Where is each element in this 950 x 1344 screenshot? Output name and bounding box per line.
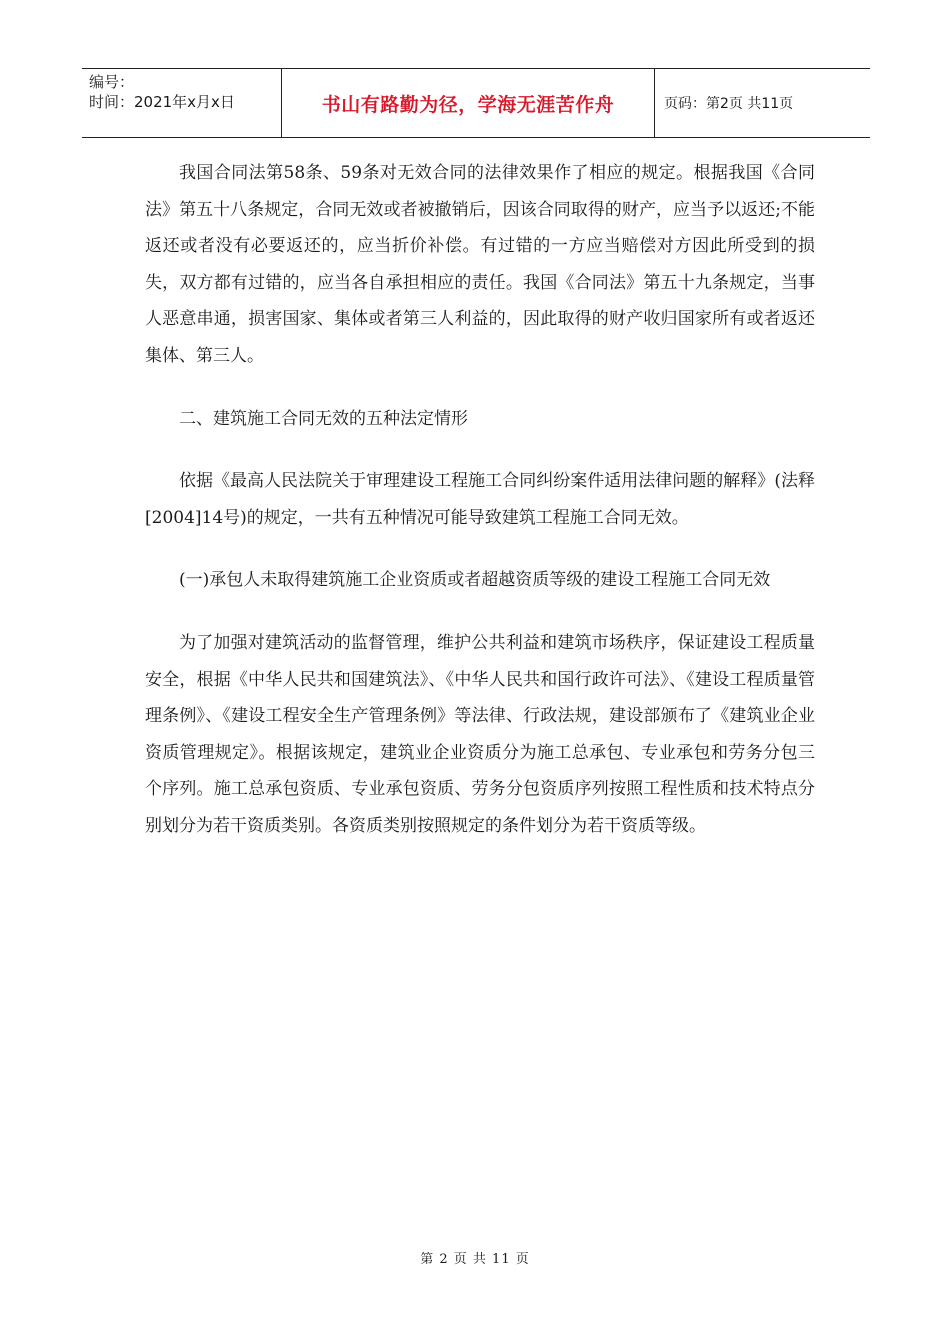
- header-meta: [82, 69, 282, 137]
- section-heading-five-cases: 二、建筑施工合同无效的五种法定情形: [179, 408, 468, 429]
- document-body: [145, 155, 815, 845]
- paragraph-judicial-interpretation: 依据《最高人民法院关于审理建设工程施工合同纠纷案件适用法律问题的解释》(法释[2004]14号)的规定，一共有五种情况可能导致建筑工程施工合同无效。: [145, 471, 815, 528]
- header-page-info: 页码：第2页 共11页: [664, 96, 794, 112]
- subsection-heading-1: (一)承包人未取得建筑施工企业资质或者超越资质等级的建设工程施工合同无效: [179, 570, 771, 591]
- page-footer: 第 2 页 共 11 页: [420, 1252, 530, 1267]
- document-time-label: 时间：2021年x月x日: [89, 93, 235, 111]
- page-header: [82, 68, 870, 138]
- document-number-label: 编号：: [89, 73, 135, 91]
- paragraph-qualification-rules: 为了加强对建筑活动的监督管理，维护公共利益和建筑市场秩序，保证建设工程质量安全，根据《中华人民共和国建筑法》、《中华人民共和国行政许可法》、《建设工程质量管理条例》、《建设工程安全生产管理条例》等法律、行政法规，建设部颁布了《建筑业企业资质管理规定》。根据该规定，建筑业企业资质分为施工总承包、专业承包和劳务分包三个序列。施工总承包资质、专业承包资质、劳务分包资质序列按照工程性质和技术特点分别划分为若干资质类别。各资质类别按照规定的条件划分为若干资质等级。: [145, 632, 815, 836]
- paragraph-contract-law: 我国合同法第58条、59条对无效合同的法律效果作了相应的规定。根据我国《合同法》第五十八条规定，合同无效或者被撤销后，因该合同取得的财产，应当予以返还;不能返还或者没有必要返还的，应当折价补偿。有过错的一方应当赔偿对方因此所受到的损失，双方都有过错的，应当各自承担相应的责任。我国《合同法》第五十九条规定，当事人恶意串通，损害国家、集体或者第三人利益的，因此取得的财产收归国家所有或者返还集体、第三人。: [145, 163, 815, 366]
- header-slogan: 书山有路勤为径，学海无涯苦作舟: [282, 69, 655, 137]
